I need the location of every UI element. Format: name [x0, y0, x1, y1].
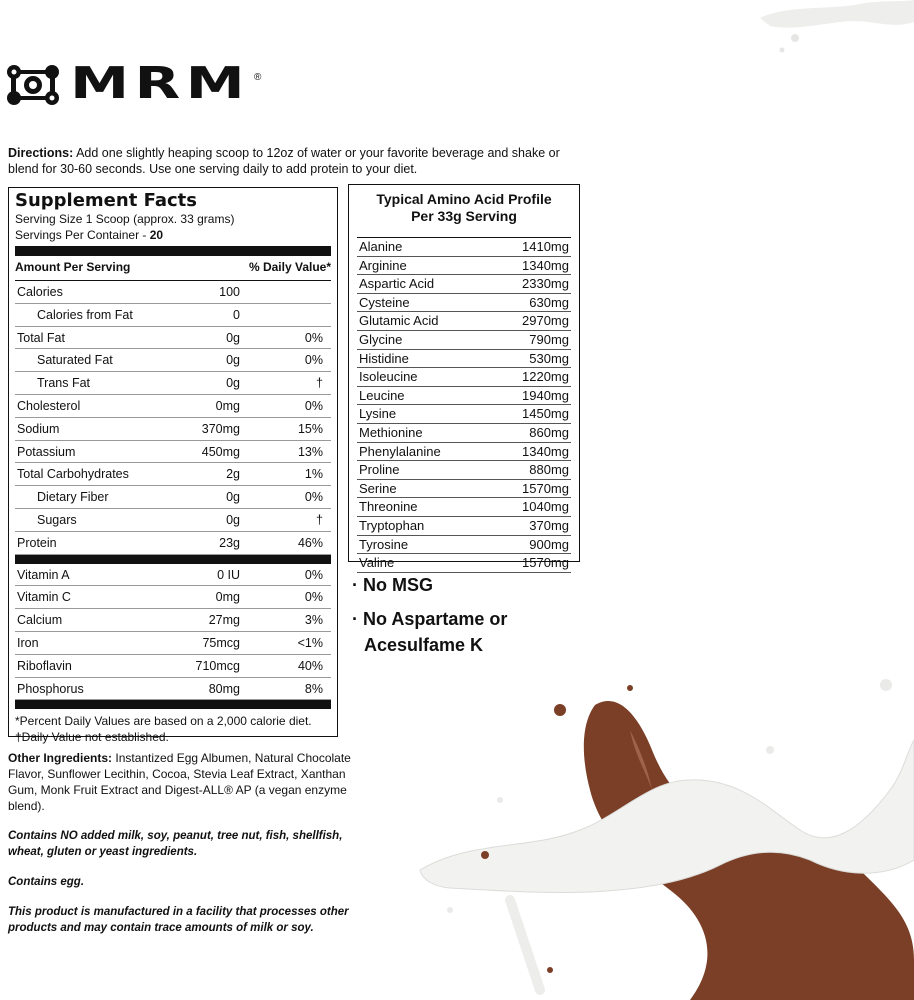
nutrient-row — [15, 632, 331, 655]
nutrient-row — [15, 372, 331, 395]
chocolate-milk-splash-image — [390, 660, 914, 1000]
nutrient-amount: 80mg — [208, 681, 240, 696]
amino-row — [357, 312, 571, 331]
nutrient-amount: 27mg — [208, 613, 240, 628]
amino-name: Arginine — [359, 257, 407, 273]
amino-name: Alanine — [359, 239, 403, 254]
amino-value: 1410mg — [522, 239, 569, 254]
amino-row — [357, 461, 571, 480]
nutrient-amount: 2g — [226, 467, 240, 482]
amino-name: Cysteine — [359, 294, 410, 310]
amino-rows — [349, 238, 579, 573]
claim-no-aspartame-line2: Acesulfame K — [364, 635, 484, 655]
nutrient-row — [15, 609, 331, 632]
nutrient-row — [15, 281, 331, 304]
nutrient-daily-value: † — [316, 376, 323, 391]
amino-row — [357, 405, 571, 424]
nutrient-row — [15, 532, 331, 555]
amino-value: 370mg — [529, 517, 569, 533]
claim-no-aspartame-line1: · No Aspartame or — [352, 609, 508, 629]
nutrient-amount: 0 — [233, 307, 240, 322]
nutrient-amount: 0mg — [215, 398, 240, 413]
amino-value: 1220mg — [522, 369, 569, 385]
nutrient-name: Cholesterol — [17, 398, 81, 413]
nutrient-row — [15, 304, 331, 327]
other-ingredients-text: Instantized Egg Albumen, Natural Chocolate Flavor, Sunflower Lecithin, Cocoa, Stevia Leaf Extract, Xanthan Gum, Monk Fruit Extract and Digest-ALL® AP (a vegan enzyme blend). — [8, 751, 351, 813]
amino-name: Phenylalanine — [359, 443, 441, 459]
nutrient-row — [15, 441, 331, 464]
amino-value: 860mg — [529, 424, 569, 440]
claim-no-aspartame — [352, 606, 507, 658]
directions-label: Directions: — [8, 146, 74, 160]
nutrient-name: Saturated Fat — [37, 353, 113, 368]
amino-value: 2970mg — [522, 313, 569, 329]
amino-title-line2: Per 33g Serving — [411, 208, 517, 224]
amino-row — [357, 387, 571, 406]
other-ingredients — [8, 750, 368, 814]
servings-value: 20 — [149, 228, 164, 242]
nutrient-row — [15, 418, 331, 441]
divider-thick — [15, 555, 331, 564]
nutrient-amount: 23g — [219, 535, 240, 550]
amount-per-serving-header: Amount Per Serving — [15, 260, 131, 274]
nutrient-name: Total Fat — [17, 330, 65, 345]
amino-title-line1: Typical Amino Acid Profile — [376, 191, 552, 207]
amino-name: Glutamic Acid — [359, 313, 439, 329]
molecule-logo-icon — [4, 62, 64, 108]
nutrient-row — [15, 486, 331, 509]
nutrient-daily-value: 46% — [297, 535, 323, 550]
daily-value-header: % Daily Value* — [248, 260, 331, 274]
amino-name: Valine — [359, 555, 395, 571]
facts-title: Supplement Facts — [15, 190, 197, 211]
nutrient-daily-value: 0% — [304, 590, 323, 605]
nutrient-name: Vitamin A — [17, 567, 70, 582]
nutrient-amount: 0mg — [215, 590, 240, 605]
amino-value: 1340mg — [522, 257, 569, 273]
nutrient-amount: 0g — [226, 353, 240, 368]
nutrient-row — [15, 349, 331, 372]
amino-row — [357, 257, 571, 276]
amino-name: Threonine — [359, 499, 418, 515]
divider-thick — [15, 700, 331, 709]
nutrient-name: Calcium — [17, 613, 63, 628]
amino-value: 900mg — [529, 536, 569, 552]
nutrient-rows-bottom — [15, 564, 331, 701]
nutrient-daily-value: 15% — [297, 421, 323, 436]
amino-name: Proline — [359, 462, 400, 478]
nutrient-name: Vitamin C — [17, 590, 71, 605]
amino-acid-profile-panel — [348, 184, 580, 571]
amino-name: Aspartic Acid — [359, 276, 435, 292]
nutrient-daily-value: † — [316, 512, 323, 527]
amino-name: Tryptophan — [359, 517, 425, 533]
nutrient-row — [15, 395, 331, 418]
nutrient-amount: 450mg — [201, 444, 240, 459]
nutrient-daily-value: 40% — [297, 658, 323, 673]
nutrient-daily-value: 0% — [304, 398, 323, 413]
nutrient-row — [15, 564, 331, 587]
amino-name: Serine — [359, 480, 397, 496]
nutrient-row — [15, 655, 331, 678]
amino-row — [357, 498, 571, 517]
amino-name: Methionine — [359, 424, 423, 440]
nutrient-name: Phosphorus — [17, 681, 84, 696]
facts-footnote — [15, 709, 331, 745]
brand-name: MRM — [70, 58, 251, 109]
nutrient-daily-value: 0% — [304, 330, 323, 345]
nutrient-name: Dietary Fiber — [37, 490, 109, 505]
servings-per-container — [15, 227, 331, 243]
nutrient-name: Iron — [17, 635, 39, 650]
nutrient-amount: 0g — [226, 330, 240, 345]
allergen-statement: Contains NO added milk, soy, peanut, tree nut, fish, shellfish, wheat, gluten or yeast ingredients. — [8, 830, 343, 858]
servings-label: Servings Per Container - — [15, 228, 147, 242]
nutrient-daily-value: <1% — [297, 635, 323, 650]
nutrient-daily-value: 3% — [304, 613, 323, 628]
nutrient-row — [15, 463, 331, 486]
nutrient-rows-top — [15, 281, 331, 555]
amino-row — [357, 294, 571, 313]
nutrient-name: Total Carbohydrates — [17, 467, 129, 482]
amino-value: 530mg — [529, 350, 569, 366]
claim-no-msg: · No MSG — [352, 575, 433, 595]
amino-row — [357, 554, 571, 573]
amino-value: 630mg — [529, 294, 569, 310]
product-claims — [352, 572, 507, 666]
contains-egg: Contains egg. — [8, 876, 85, 888]
milk-splash-top-image — [740, 0, 914, 70]
ingredients-section — [8, 750, 368, 950]
amino-name: Histidine — [359, 350, 409, 366]
amino-value: 1940mg — [522, 387, 569, 403]
nutrient-row — [15, 327, 331, 350]
nutrient-daily-value: 0% — [304, 353, 323, 368]
amino-row — [357, 517, 571, 536]
nutrient-name: Riboflavin — [17, 658, 72, 673]
nutrient-row — [15, 586, 331, 609]
amino-name: Lysine — [359, 406, 397, 422]
supplement-facts-panel — [8, 187, 338, 745]
nutrient-amount: 0g — [226, 376, 240, 391]
nutrient-amount: 75mcg — [202, 635, 240, 650]
directions-text — [8, 145, 568, 177]
amino-value: 1450mg — [522, 406, 569, 422]
nutrient-name: Potassium — [17, 444, 76, 459]
nutrient-name: Calories from Fat — [37, 307, 133, 322]
nutrient-name: Trans Fat — [37, 376, 91, 391]
divider-thick — [15, 246, 331, 256]
amino-name: Isoleucine — [359, 369, 418, 385]
amino-value: 880mg — [529, 462, 569, 478]
amino-name: Leucine — [359, 387, 405, 403]
amino-name: Tyrosine — [359, 536, 409, 552]
amino-row — [357, 536, 571, 555]
nutrient-name: Sugars — [37, 512, 77, 527]
amino-row — [357, 275, 571, 294]
amino-row — [357, 480, 571, 499]
nutrient-daily-value: 1% — [304, 467, 323, 482]
nutrient-daily-value: 0% — [304, 490, 323, 505]
amino-name: Glycine — [359, 331, 403, 347]
amino-value: 1340mg — [522, 443, 569, 459]
amino-value: 1570mg — [522, 480, 569, 496]
amino-row — [357, 331, 571, 350]
amino-row — [357, 443, 571, 462]
nutrient-amount: 370mg — [201, 421, 240, 436]
nutrient-name: Protein — [17, 535, 57, 550]
amino-row — [357, 350, 571, 369]
amino-row — [357, 368, 571, 387]
nutrient-row — [15, 509, 331, 532]
nutrient-name: Calories — [17, 285, 63, 299]
nutrient-amount: 0g — [226, 490, 240, 505]
amino-title — [349, 191, 579, 225]
other-ingredients-label: Other Ingredients: — [8, 751, 113, 765]
footnote-not-established: †Daily Value not established. — [15, 730, 169, 745]
facts-header-row — [15, 256, 331, 281]
registered-mark: ® — [254, 72, 262, 83]
footnote-daily-values: *Percent Daily Values are based on a 2,000 calorie diet. — [15, 714, 312, 729]
nutrient-amount: 0g — [226, 512, 240, 527]
amino-value: 1040mg — [522, 499, 569, 515]
directions-body: Add one slightly heaping scoop to 12oz of water or your favorite beverage and shake or blend for 30-60 seconds. Use one serving daily to add protein to your diet. — [8, 146, 560, 176]
amino-value: 790mg — [529, 331, 569, 347]
nutrient-amount: 710mcg — [195, 658, 240, 673]
amino-value: 1570mg — [522, 555, 569, 571]
mrm-logo — [4, 58, 264, 114]
serving-size: Serving Size 1 Scoop (approx. 33 grams) — [15, 212, 235, 226]
nutrient-daily-value: 13% — [297, 444, 323, 459]
nutrient-daily-value: 8% — [304, 681, 323, 696]
nutrient-daily-value: 0% — [304, 567, 323, 582]
nutrient-amount: 100 — [219, 285, 240, 299]
nutrient-amount: 0 IU — [217, 567, 240, 582]
amino-row — [357, 238, 571, 257]
facility-statement: This product is manufactured in a facility that processes other products and may contain trace amounts of milk or soy. — [8, 906, 349, 934]
amino-row — [357, 424, 571, 443]
nutrient-name: Sodium — [17, 421, 60, 436]
nutrient-row — [15, 678, 331, 701]
amino-value: 2330mg — [522, 276, 569, 292]
